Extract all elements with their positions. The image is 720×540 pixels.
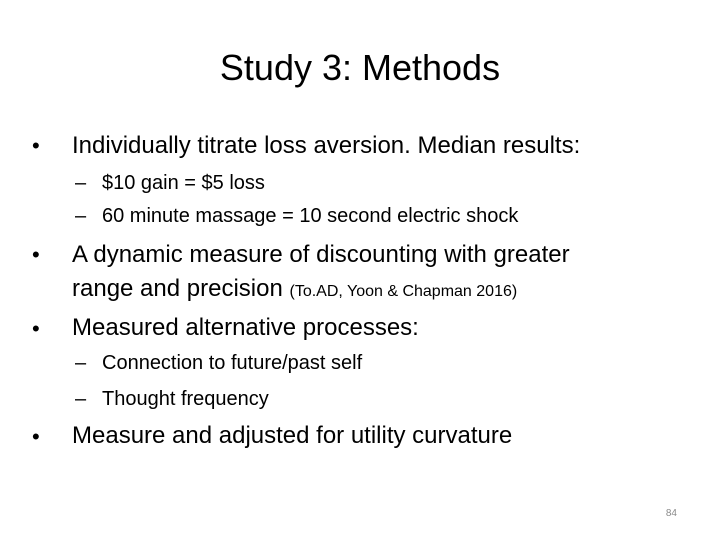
- sub-bullet-marker: –: [75, 388, 87, 410]
- bullet-1-sub-1: $10 gain = $5 loss: [102, 172, 265, 194]
- bullet-marker: •: [32, 133, 40, 158]
- bullet-4-text: Measure and adjusted for utility curvature: [72, 422, 513, 449]
- page-number: 84: [665, 508, 677, 519]
- bullet-marker: •: [32, 242, 40, 267]
- sub-bullet-marker: –: [75, 352, 87, 374]
- bullet-2-text-line-2-main: range and precision: [72, 275, 283, 302]
- bullet-3-sub-2: Thought frequency: [102, 388, 269, 410]
- sub-bullet-marker: –: [75, 172, 87, 194]
- bullet-marker: •: [32, 424, 40, 449]
- slide-title: Study 3: Methods: [219, 47, 501, 88]
- bullet-1-sub-2: 60 minute massage = 10 second electric shock: [102, 205, 519, 227]
- bullet-2-text-line-2: [72, 274, 517, 307]
- bullet-2-text-line-1: A dynamic measure of discounting with greater: [72, 241, 570, 268]
- sub-bullet-marker: –: [75, 205, 87, 227]
- citation: (To.AD, Yoon & Chapman 2016): [289, 283, 518, 300]
- bullet-3-text: Measured alternative processes:: [72, 314, 419, 341]
- bullet-1-text: Individually titrate loss aversion. Median results:: [72, 132, 581, 159]
- bullet-3-sub-1: Connection to future/past self: [102, 352, 363, 374]
- bullet-marker: •: [32, 316, 40, 341]
